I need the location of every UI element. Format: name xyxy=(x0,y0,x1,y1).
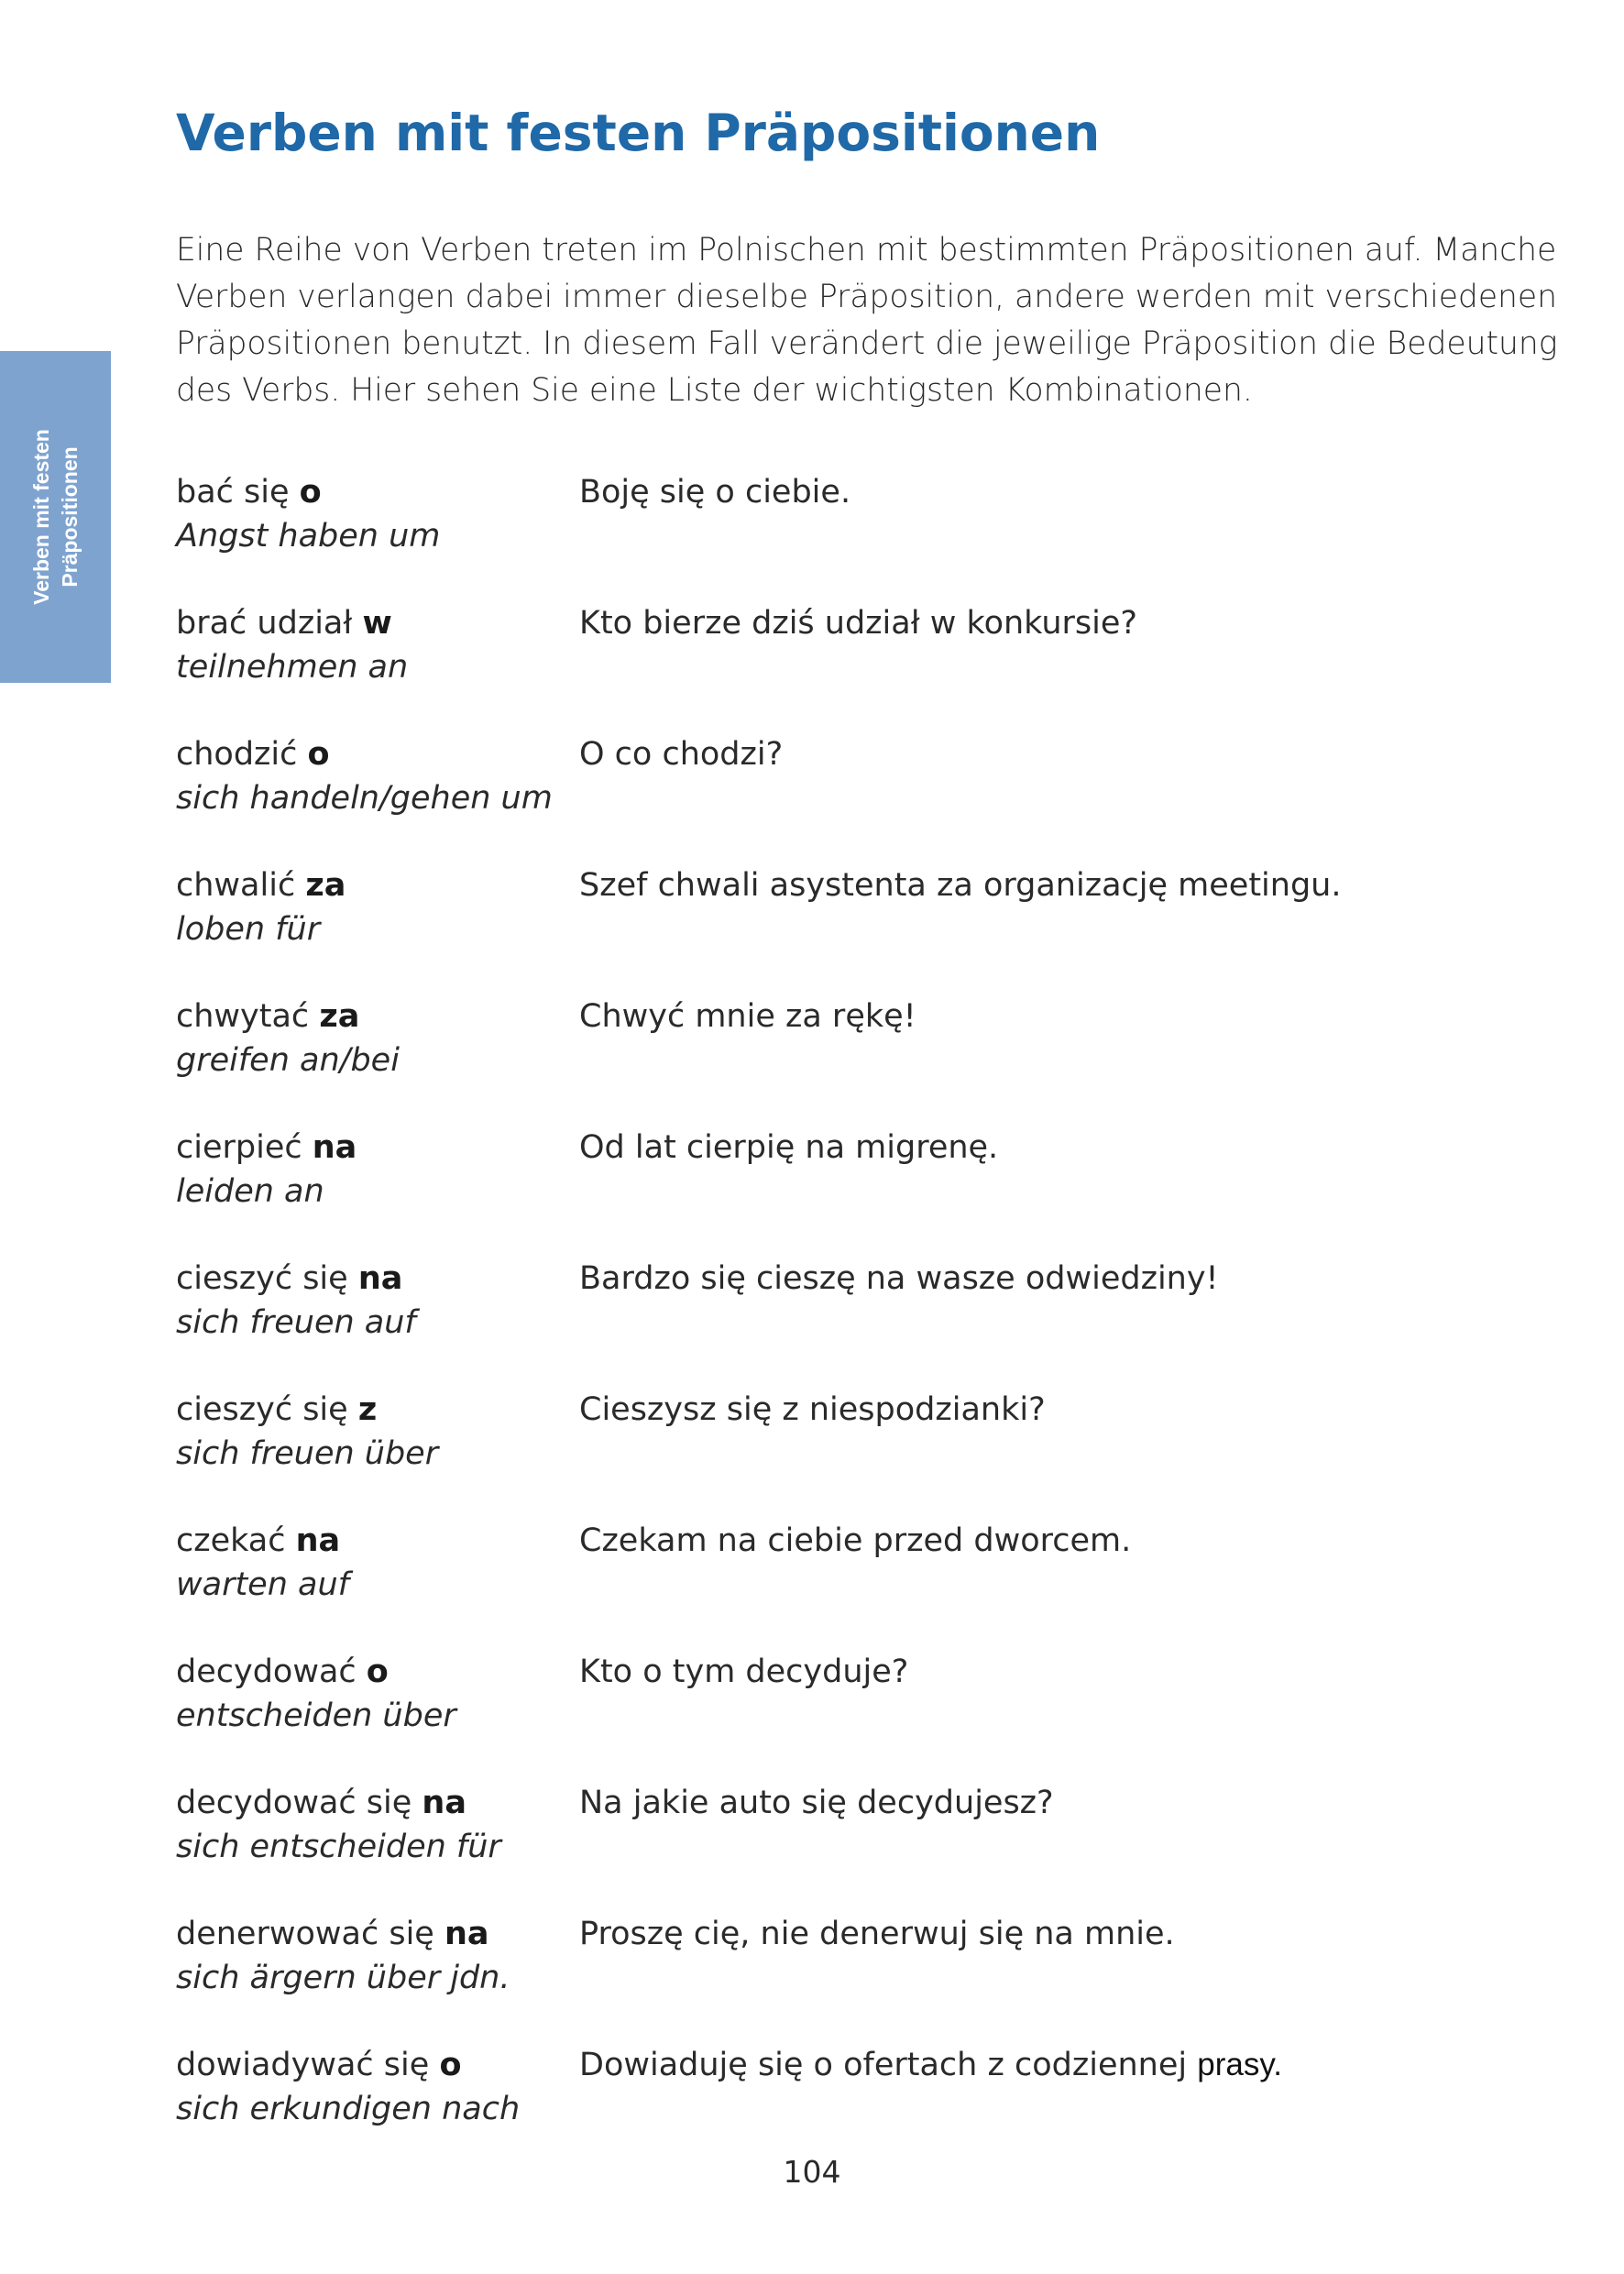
verb-entry xyxy=(176,1388,1505,1489)
verb-entry xyxy=(176,1257,1505,1357)
verb-phrase xyxy=(176,1257,402,1301)
preposition: na xyxy=(295,1522,341,1559)
verb: chodzić xyxy=(176,736,298,773)
example-text: Czekam na ciebie przed dworcem. xyxy=(579,1522,1132,1559)
verb-meaning: sich erkundigen nach xyxy=(176,2091,521,2127)
page-number: 104 xyxy=(783,2154,841,2190)
example-text: Proszę cię, nie denerwuj się na mnie. xyxy=(579,1916,1175,1952)
example-text: Cieszysz się z niespodzianki? xyxy=(579,1391,1046,1428)
example-text: Chwyć mnie za rękę! xyxy=(579,998,916,1035)
example-text: Kto bierze dziś udział w konkursie? xyxy=(579,605,1137,642)
example-text: Bardzo się cieszę na wasze odwiedziny! xyxy=(579,1260,1219,1297)
side-tab xyxy=(0,351,111,683)
example-sentence xyxy=(579,732,783,776)
example-sentence xyxy=(579,1257,1219,1301)
example-sentence xyxy=(579,1650,908,1694)
verb-phrase xyxy=(176,994,359,1038)
preposition: na xyxy=(357,1260,403,1297)
example-sentence xyxy=(579,863,1341,907)
verb: bać się xyxy=(176,474,290,511)
example-sentence xyxy=(579,1388,1046,1432)
verb-phrase xyxy=(176,1912,489,1956)
verb: brać udział xyxy=(176,605,353,642)
preposition: na xyxy=(444,1916,489,1952)
verb-entry xyxy=(176,470,1505,571)
verb-meaning: Angst haben um xyxy=(176,518,441,555)
verb: decydować się xyxy=(176,1785,412,1821)
verb-entry xyxy=(176,863,1505,964)
verb-meaning: loben für xyxy=(176,911,321,948)
example-text: Kto o tym decyduje? xyxy=(579,1653,909,1690)
example-sentence xyxy=(579,601,1137,645)
verb: chwalić xyxy=(176,867,296,904)
preposition: na xyxy=(312,1129,357,1166)
verb-meaning: leiden an xyxy=(176,1173,324,1210)
example-text: Boję się o ciebie. xyxy=(579,474,851,511)
example-sentence xyxy=(579,994,916,1038)
verb-meaning: sich freuen über xyxy=(176,1435,439,1472)
preposition: na xyxy=(422,1785,466,1821)
example-text: Dowiaduję się o ofertach z codziennej xyxy=(579,2047,1198,2083)
verb-meaning: entscheiden über xyxy=(176,1697,456,1734)
verb-phrase xyxy=(176,863,346,907)
verb-meaning: sich ärgern über jdn. xyxy=(176,1960,510,1996)
page-title: Verben mit festen Präpositionen xyxy=(176,104,1101,162)
intro-line: Verben verlangen dabei immer dieselbe Präposition, andere werden mit verschiedenen xyxy=(176,279,1557,315)
example-sentence xyxy=(579,2043,1282,2087)
verb-meaning: teilnehmen an xyxy=(176,649,409,686)
example-sentence xyxy=(579,1781,1054,1825)
example-text: Od lat cierpię na migrenę. xyxy=(579,1129,999,1166)
preposition: o xyxy=(366,1653,389,1690)
example-sentence xyxy=(579,1912,1175,1956)
example-text: Szef chwali asystenta za organizację meetingu. xyxy=(579,867,1342,904)
verb-phrase xyxy=(176,1650,389,1694)
preposition: o xyxy=(299,474,322,511)
example-tail: prasy. xyxy=(1197,2047,1282,2082)
verb-entry xyxy=(176,732,1505,833)
preposition: za xyxy=(305,867,346,904)
verb-phrase xyxy=(176,2043,461,2087)
example-sentence xyxy=(579,1519,1131,1563)
verb-entry xyxy=(176,2043,1505,2144)
verb: czekać xyxy=(176,1522,286,1559)
verb-phrase xyxy=(176,601,392,645)
verb-entry xyxy=(176,1650,1505,1751)
example-sentence xyxy=(579,1126,998,1170)
verb-meaning: sich freuen auf xyxy=(176,1304,416,1341)
verb: chwytać xyxy=(176,998,310,1035)
preposition: o xyxy=(439,2047,462,2083)
verb: denerwować się xyxy=(176,1916,434,1952)
verb-entry xyxy=(176,1126,1505,1226)
preposition: za xyxy=(319,998,360,1035)
verb-phrase xyxy=(176,1126,357,1170)
verb-entry xyxy=(176,601,1505,702)
verb: cieszyć się xyxy=(176,1391,348,1428)
verb-meaning: sich entscheiden für xyxy=(176,1829,501,1865)
verb-phrase xyxy=(176,732,330,776)
verb-meaning: greifen an/bei xyxy=(176,1042,400,1079)
verb-entry xyxy=(176,1519,1505,1620)
verb: decydować xyxy=(176,1653,357,1690)
example-text: Na jakie auto się decydujesz? xyxy=(579,1785,1054,1821)
preposition: o xyxy=(307,736,330,773)
side-tab-label xyxy=(27,429,84,605)
verb: dowiadywać się xyxy=(176,2047,430,2083)
example-text: O co chodzi? xyxy=(579,736,784,773)
verb: cieszyć się xyxy=(176,1260,348,1297)
verb-phrase xyxy=(176,1388,377,1432)
intro-line: des Verbs. Hier sehen Sie eine Liste der wichtigsten Kombinationen. xyxy=(176,372,1253,409)
verb-phrase xyxy=(176,1519,340,1563)
side-tab-line-2: Präpositionen xyxy=(57,446,82,588)
verb-entry xyxy=(176,994,1505,1095)
intro-line: Eine Reihe von Verben treten im Polnischen mit bestimmten Präpositionen auf. Manche xyxy=(176,232,1557,269)
preposition: z xyxy=(357,1391,378,1428)
intro-line: Präpositionen benutzt. In diesem Fall verändert die jeweilige Präposition die Bedeutung xyxy=(176,325,1558,362)
verb-meaning: sich handeln/gehen um xyxy=(176,780,553,817)
example-sentence xyxy=(579,470,850,514)
verb-meaning: warten auf xyxy=(176,1566,349,1603)
verb: cierpieć xyxy=(176,1129,302,1166)
verb-entry xyxy=(176,1912,1505,2013)
verb-entry xyxy=(176,1781,1505,1882)
side-tab-line-1: Verben mit festen xyxy=(28,429,53,605)
intro-paragraph xyxy=(176,227,1558,414)
verb-phrase xyxy=(176,1781,466,1825)
verb-phrase xyxy=(176,470,322,514)
preposition: w xyxy=(362,605,392,642)
